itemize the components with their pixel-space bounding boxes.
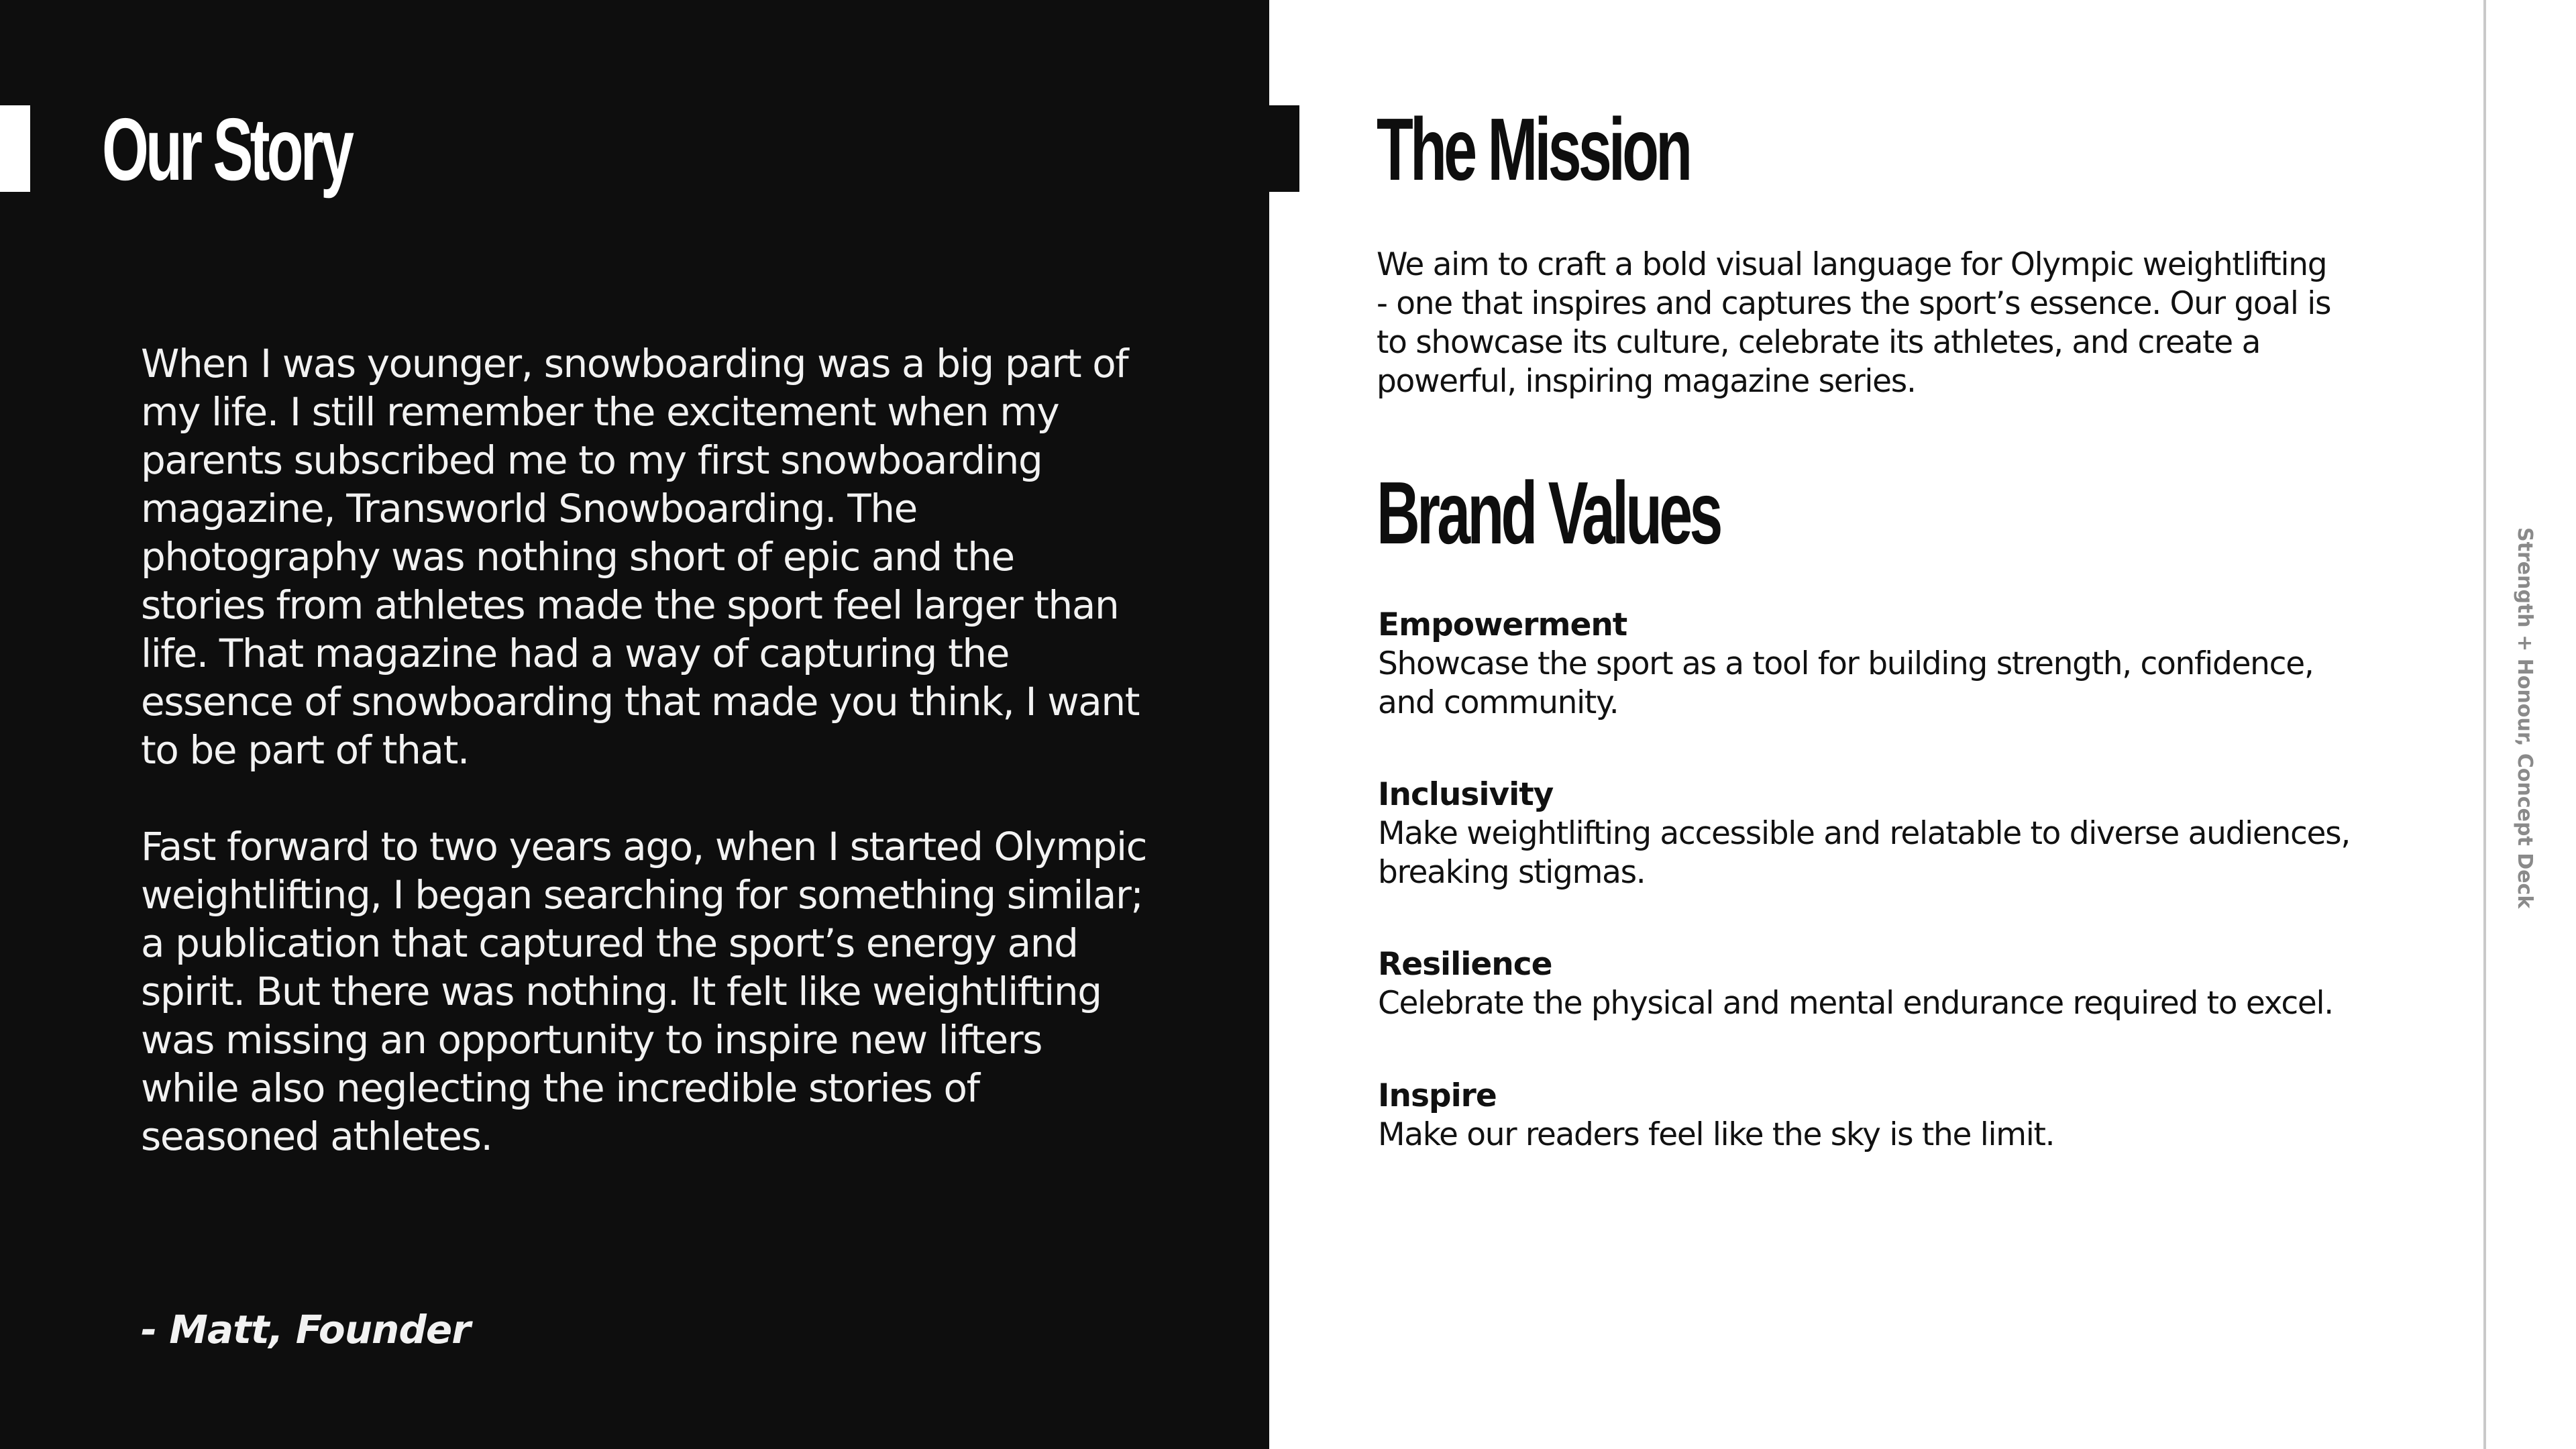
deck-footer-label: Strength + Honour, Concept Deck bbox=[2513, 527, 2536, 909]
our-story-title: Our Story bbox=[102, 100, 352, 199]
brand-values-title: Brand Values bbox=[1377, 464, 1720, 562]
brand-value-name: Empowerment bbox=[1378, 606, 1627, 643]
brand-value-description: Showcase the sport as a tool for building strength, confidence, and community. bbox=[1378, 645, 2314, 721]
page-edge-divider bbox=[2483, 0, 2486, 1449]
brand-value-description: Make our readers feel like the sky is the limit. bbox=[1378, 1116, 2055, 1153]
brand-value-item bbox=[1378, 606, 2357, 722]
brand-value-name: Resilience bbox=[1378, 946, 1552, 983]
mission-title: The Mission bbox=[1377, 100, 1690, 199]
story-paragraph-2: Fast forward to two years ago, when I started Olympic weightlifting, I began searching for something similar; a publication that captured the sport’s energy and spirit. But there was nothing. It felt like weightlifting was missing an opportunity to inspire new lifters while also neglecting the incredible stories of seasoned athletes. bbox=[141, 824, 1147, 1159]
section-marker-bar bbox=[1269, 105, 1299, 192]
founder-signature: - Matt, Founder bbox=[141, 1307, 470, 1352]
story-paragraph-1: When I was younger, snowboarding was a big part of my life. I still remember the excitement when my parents subscribed me to my first snowboarding magazine, Transworld Snowboarding. The photography was nothing short of epic and the stories from athletes made the sport feel larger than life. That magazine had a way of capturing the essence of snowboarding that made you think, I want to be part of that. bbox=[141, 341, 1140, 773]
brand-value-item bbox=[1378, 945, 2357, 1023]
brand-value-description: Make weightlifting accessible and relatable to diverse audiences, breaking stigmas. bbox=[1378, 815, 2350, 891]
mission-text: We aim to craft a bold visual language for Olympic weightlifting - one that inspires and captures the sport’s essence. Our goal is to showcase its culture, celebrate its athletes, and create a powerful, inspiring magazine series. bbox=[1377, 246, 2331, 400]
brand-value-name: Inclusivity bbox=[1378, 776, 1554, 813]
brand-value-name: Inspire bbox=[1378, 1077, 1497, 1114]
brand-value-item bbox=[1378, 1077, 2357, 1155]
section-marker-bar bbox=[0, 105, 30, 192]
brand-value-item bbox=[1378, 775, 2357, 892]
brand-value-description: Celebrate the physical and mental endurance required to excel. bbox=[1378, 985, 2333, 1022]
our-story-panel bbox=[0, 0, 1269, 1449]
